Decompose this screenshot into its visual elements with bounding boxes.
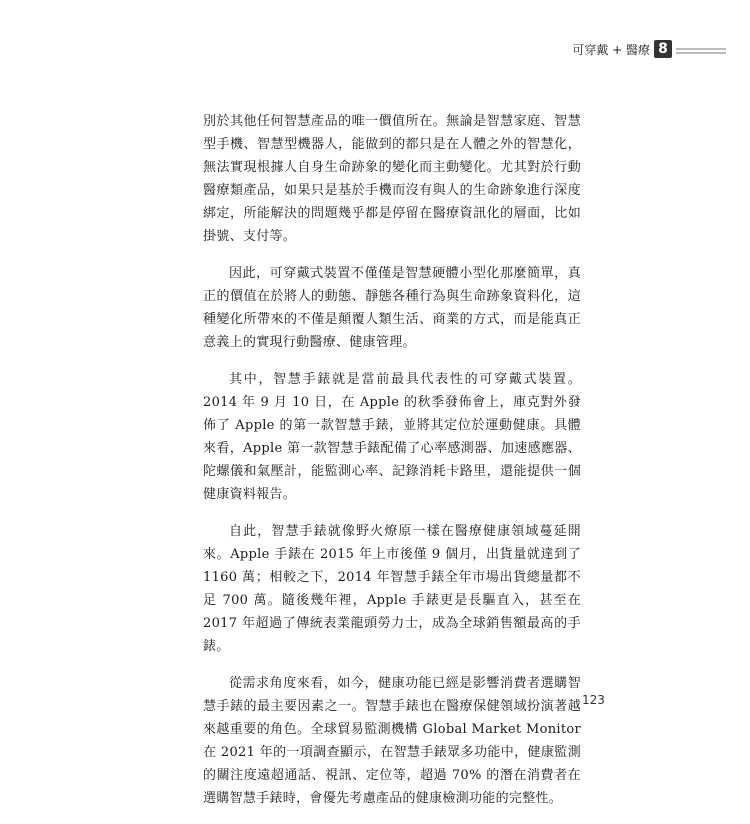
- header-rule-bottom: [676, 52, 726, 54]
- paragraph-5: 從需求角度來看，如今，健康功能已經是影響消費者選購智慧手錶的最主要因素之一。智慧手錶也在醫療保健領域扮演著越來越重要的角色。全球貿易監測機構 Global Market Monitor 在 2021 年的一項調查顯示，在智慧手錶眾多功能中，健康監測的關注度遠超通話、視訊、定位等，超過 70% 的潛在消費者在選購智慧手錶時，會優先考慮產品的健康檢測功能的完整性。: [203, 676, 581, 806]
- running-header-title: 可穿戴 + 醫療: [572, 42, 650, 57]
- paragraph-3: 其中，智慧手錶就是當前最具代表性的可穿戴式裝置。2014 年 9 月 10 日，在 Apple 的秋季發佈會上，庫克對外發佈了 Apple 的第一款智慧手錶，並將其定位於運動健康。具體來看，Apple 第一款智慧手錶配備了心率感測器、加速感應器、陀螺儀和氣壓計，能監測心率、記錄消耗卡路里，還能提供一個健康資料報告。: [203, 372, 581, 502]
- paragraph-4: 自此，智慧手錶就像野火燎原一樣在醫療健康領域蔓延開來。Apple 手錶在 2015 年上市後僅 9 個月，出貨量就達到了 1160 萬；相較之下，2014 年智慧手錶全年市場出貨總量都不足 700 萬。隨後幾年裡，Apple 手錶更是長驅直入，甚至在 2017 年超過了傳統表業龍頭勞力士，成為全球銷售額最高的手錶。: [203, 524, 581, 654]
- running-header: [572, 40, 672, 58]
- paragraph-1: 別於其他任何智慧產品的唯一價值所在。無論是智慧家庭、智慧型手機、智慧型機器人，能做到的都只是在人體之外的智慧化，無法實現根據人自身生命跡象的變化而主動變化。尤其對於行動醫療類產品，如果只是基於手機而沒有與人的生命跡象進行深度綁定，所能解決的問題幾乎都是停留在醫療資訊化的層面，比如掛號、支付等。: [203, 114, 581, 244]
- paragraph-2: 因此，可穿戴式裝置不僅僅是智慧硬體小型化那麼簡單，真正的價值在於將人的動態、靜態各種行為與生命跡象資料化，這種變化所帶來的不僅是顛覆人類生活、商業的方式，而是能真正意義上的實現行動醫療、健康管理。: [203, 266, 581, 350]
- header-rule-top: [676, 48, 726, 50]
- page-number: 123: [582, 693, 605, 707]
- chapter-number-badge: 8: [654, 40, 672, 58]
- header-decorative-rules: [676, 48, 726, 54]
- body-text: [203, 110, 581, 824]
